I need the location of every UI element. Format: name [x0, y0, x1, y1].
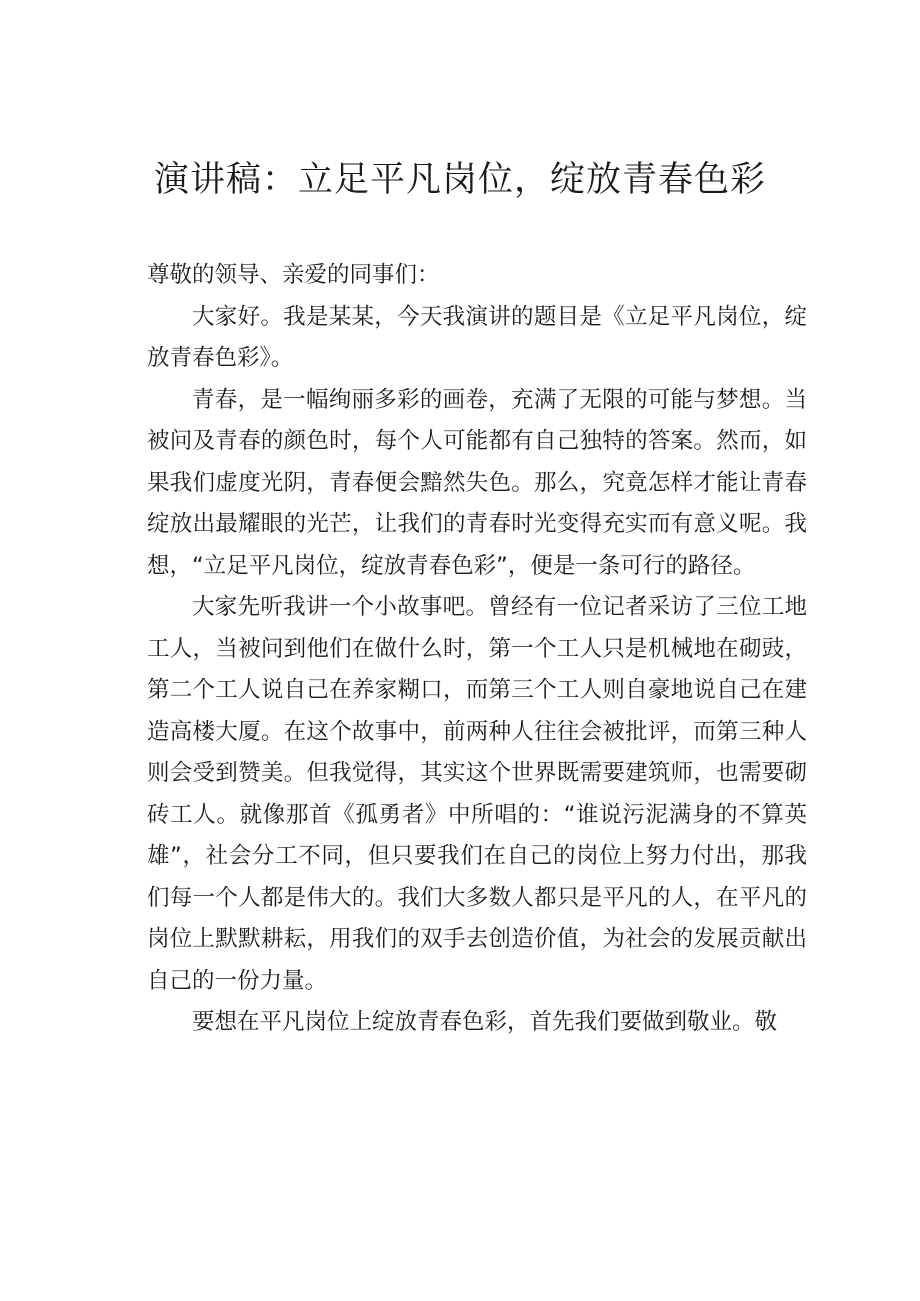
paragraph-dedication: 要想在平凡岗位上绽放青春色彩，首先我们要做到敬业。敬: [192, 1009, 778, 1035]
paragraph-story: 大家先听我讲一个小故事吧。曾经有一位记者采访了三位工地工人，当被问到他们在做什么时，第一个工人只是机械地在砌豉，第二个工人说自己在养家糊口，而第三个工人则自豪地说自己在建造高楼大厦。在这个故事中，前两种人往往会被批评，而第三种人则会受到赞美。但我觉得，其实这个世界既需要建筑师，也需要砌砖工人。就像那首《孤勇者》中所唱的：“谁说污泥满身的不算英雄”，社会分工不同，但只要我们在自己的岗位上努力付出，那我们每一个人都是伟大的。我们大多数人都只是平凡的人，在平凡的岗位上默默耕耘，用我们的双手去创造价值，为社会的发展贡献出自己的一份力量。: [147, 594, 807, 994]
salutation: 尊敬的领导、亲爱的同事们：: [147, 262, 440, 288]
paragraph-youth: 青春，是一幅绚丽多彩的画卷，充满了无限的可能与梦想。当被问及青春的颜色时，每个人可能都有自己独特的答案。然而，如果我们虚度光阴，青春便会黯然失色。那么，究竟怎样才能让青春绽放出最耀眼的光芒，让我们的青春时光变得充实而有意义呢。我想，“立足平凡岗位，绽放青春色彩”，便是一条可行的路径。: [147, 386, 807, 579]
document-body: [147, 255, 807, 1044]
paragraph-greeting: 大家好。我是某某，今天我演讲的题目是《立足平凡岗位，绽放青春色彩》。: [147, 303, 807, 371]
page-title: 演讲稿：立足平凡岗位，绽放青春色彩: [153, 160, 766, 200]
